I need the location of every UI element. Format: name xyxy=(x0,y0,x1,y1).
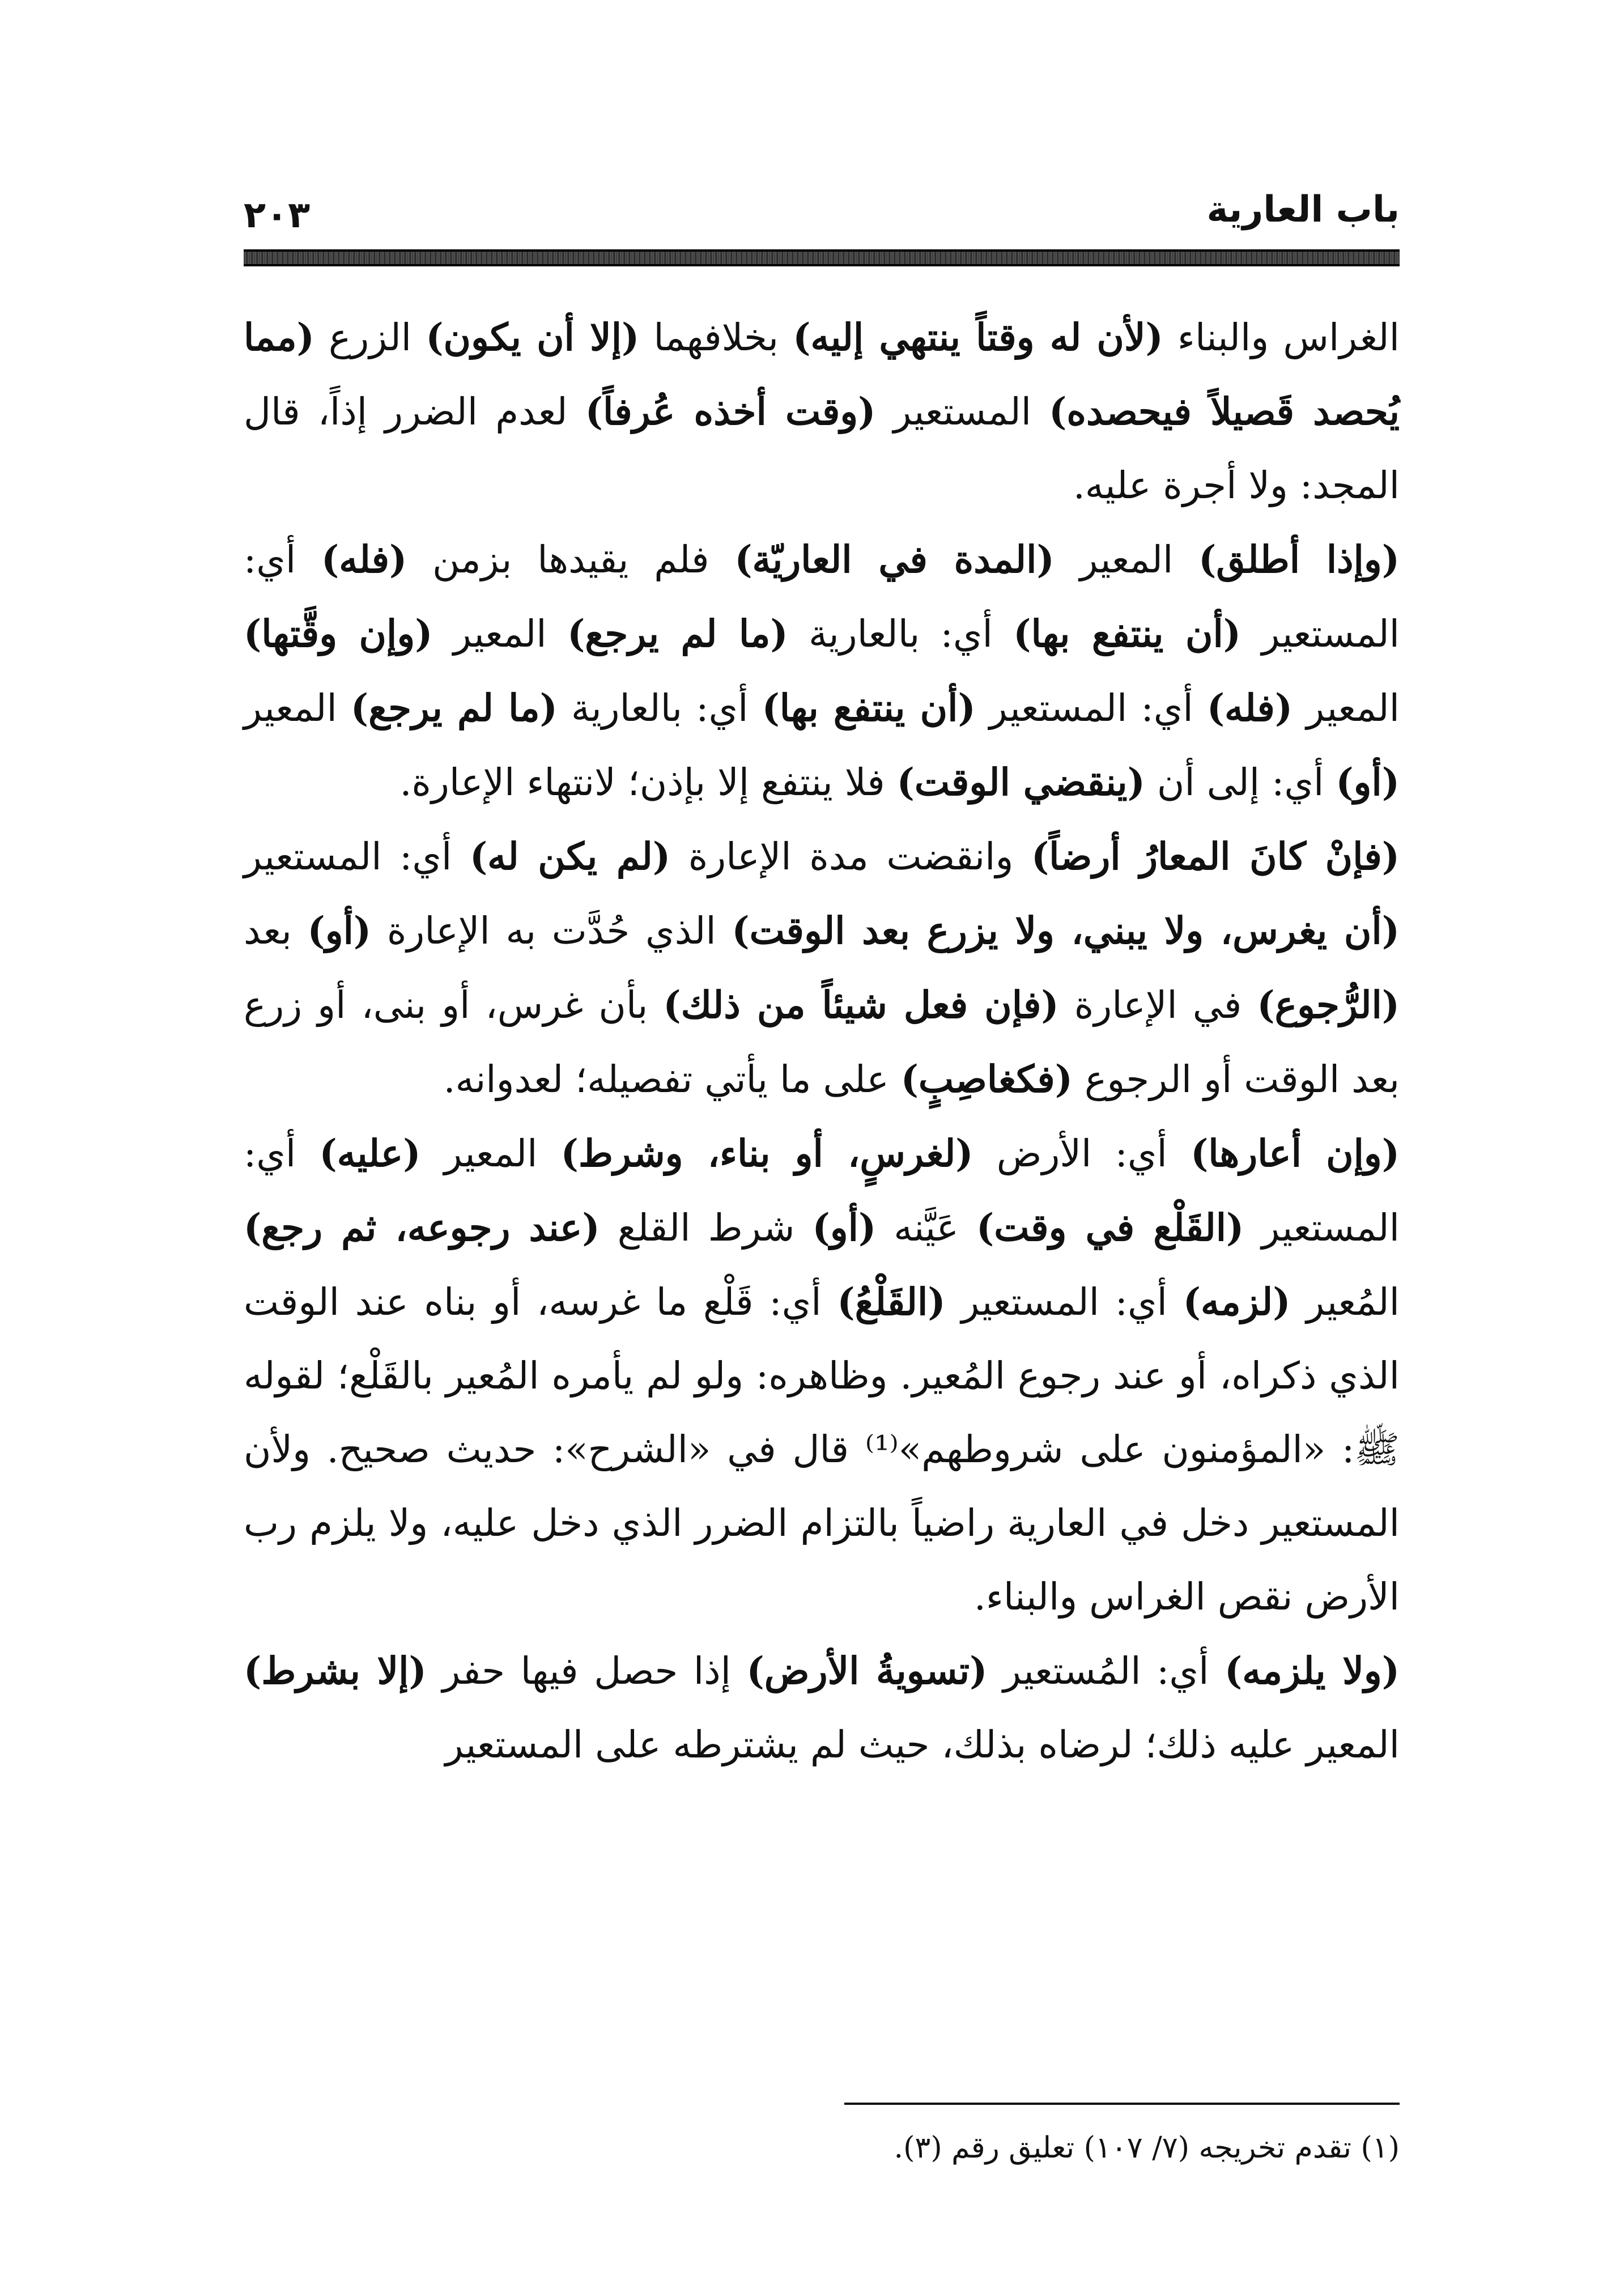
matn-segment: (عند رجوعه، ثم رجع) xyxy=(244,1205,600,1250)
matn-segment: (القَلْعُ) xyxy=(837,1280,946,1324)
paragraph xyxy=(244,1634,1400,1782)
sharh-segment: أي: قَلْع ما غرسه، أو بناه عند الوقت الذي ذكراه، أو عند رجوع المُعير. وظاهره: ولو لم يأمره المُعير بالقَلْع؛ لقوله ﷺ: «المؤمنون على شروطهم» xyxy=(244,1280,1400,1471)
matn-segment: (لزمه) xyxy=(1183,1280,1291,1324)
footnote: (١) تقدم تخريجه (٧/ ١٠٧) تعليق رقم (٣). xyxy=(894,2131,1400,2165)
sharh-segment: فلا ينتفع إلا بإذن؛ لانتهاء الإعارة. xyxy=(399,761,897,804)
sharh-segment: إذا حصل فيها حفر xyxy=(426,1649,747,1693)
matn-segment: (وإذا أطلق) xyxy=(1198,537,1400,581)
sharh-segment: المعير xyxy=(432,612,568,656)
paragraph xyxy=(244,1116,1400,1634)
matn-segment: (أن ينتفع بها) xyxy=(762,686,976,730)
matn-segment: (القَلْع في وقت) xyxy=(976,1205,1244,1250)
sharh-segment: الغراس والبناء xyxy=(1163,316,1400,359)
sharh-segment: وانقضت مدة الإعارة xyxy=(670,835,1031,878)
chapter-title: باب العارية xyxy=(1206,189,1400,231)
header-divider xyxy=(244,249,1400,266)
page-header xyxy=(244,181,1400,244)
matn-segment: (أو) xyxy=(1336,760,1400,804)
sharh-segment: المعير xyxy=(1054,538,1199,581)
sharh-segment: لعدم الضرر إذاً، قال المجد: ولا أجرة عليه. xyxy=(244,390,1400,507)
sharh-segment: أي: المستعير xyxy=(244,835,470,878)
sharh-segment: أي: المستعير xyxy=(244,1132,1400,1250)
page-number: ٢٠٣ xyxy=(244,194,311,236)
matn-segment: (أن يغرس، ولا يبني، ولا يزرع بعد الوقت) xyxy=(732,908,1400,953)
matn-segment: (وإن أعارها) xyxy=(1191,1131,1400,1175)
paragraph xyxy=(244,300,1400,523)
sharh-segment: بخلافهما xyxy=(639,316,793,359)
matn-segment: (فكغاصِبٍ) xyxy=(900,1057,1073,1101)
footnote-divider xyxy=(844,2103,1400,2105)
sharh-segment: في الإعارة xyxy=(1058,983,1257,1027)
sharh-segment: أي: الأرض xyxy=(973,1132,1191,1175)
matn-segment: (أو) xyxy=(812,1205,877,1250)
matn-segment: (أن ينتفع بها) xyxy=(1013,612,1242,656)
sharh-segment: ⁽¹⁾ xyxy=(865,1428,899,1471)
sharh-segment: قال في «الشرح»: حديث صحيح. ولأن المستعير دخل في العارية راضياً بالتزام الضرر الذي دخل عليه، ولا يلزم رب الأرض نقص الغراس والبناء. xyxy=(244,1428,1400,1619)
sharh-segment: فلم يقيدها بزمن xyxy=(407,538,735,581)
sharh-segment: أي: المستعير xyxy=(945,1280,1183,1324)
matn-segment: (إلا أن يكون) xyxy=(426,315,640,359)
sharh-segment: الذي حُدَّت به الإعارة xyxy=(371,909,732,953)
matn-segment: (فإنْ كانَ المعارُ أرضاً) xyxy=(1031,834,1400,878)
sharh-segment: أي: المُستعير xyxy=(987,1649,1225,1693)
sharh-segment: الزرع xyxy=(314,316,426,359)
paragraph xyxy=(244,819,1400,1116)
sharh-segment: شرط القلع xyxy=(600,1206,813,1250)
matn-segment: (ما لم يرجع) xyxy=(350,686,558,730)
matn-segment: (فله) xyxy=(321,537,407,581)
matn-segment: (لأن له وقتاً ينتهي إليه) xyxy=(793,315,1163,359)
sharh-segment: بأن غرس، أو بنى، أو زرع بعد الوقت أو الرجوع xyxy=(244,983,1400,1101)
sharh-segment: المستعير xyxy=(875,390,1049,434)
body-text xyxy=(244,300,1400,1782)
matn-segment: (المدة في العاريّة) xyxy=(734,537,1055,581)
matn-segment: (إلا بشرط) xyxy=(244,1649,427,1693)
matn-segment: (وإن وقَّتها) xyxy=(244,612,433,656)
sharh-segment: المعير xyxy=(420,1132,561,1175)
matn-segment: (أو) xyxy=(307,908,372,953)
sharh-segment: أي: إلى أن xyxy=(1145,761,1336,804)
sharh-segment: المعير xyxy=(1293,686,1400,730)
sharh-segment: أي: بالعارية xyxy=(557,686,762,730)
sharh-segment: المُعير xyxy=(1290,1280,1400,1324)
sharh-segment: أي: المستعير xyxy=(244,538,1400,656)
sharh-segment: أي: المستعير xyxy=(975,686,1207,730)
matn-segment: (وقت أخذه عُرفاً) xyxy=(585,389,876,434)
matn-segment: (ولا يلزمه) xyxy=(1225,1649,1400,1693)
matn-segment: (لغرسٍ، أو بناء، وشرط) xyxy=(560,1131,973,1175)
sharh-segment: المعير عليه ذلك؛ لرضاه بذلك، حيث لم يشترطه على المستعير xyxy=(445,1723,1400,1767)
sharh-segment: على ما يأتي تفصيله؛ لعدوانه. xyxy=(443,1058,901,1101)
matn-segment: (الرُّجوع) xyxy=(1257,983,1400,1027)
matn-segment: (عليه) xyxy=(319,1131,421,1175)
sharh-segment: عَيَّنه xyxy=(876,1206,977,1250)
matn-segment: (ما لم يرجع) xyxy=(567,612,788,656)
sharh-segment: أي: بالعارية xyxy=(788,612,1014,656)
matn-segment: (فإن فعل شيئاً من ذلك) xyxy=(663,983,1059,1027)
sharh-segment: بعد xyxy=(244,909,308,953)
matn-segment: (لم يكن له) xyxy=(469,834,671,878)
matn-segment: (فله) xyxy=(1206,686,1293,730)
matn-segment: (تسويةُ الأرض) xyxy=(746,1649,988,1693)
sharh-segment: المعير xyxy=(244,686,351,730)
paragraph xyxy=(244,523,1400,819)
matn-segment: (ينقضي الوقت) xyxy=(896,760,1145,804)
matn-segment: (مما يُحصد قَصيلاً فيحصده) xyxy=(244,315,1400,434)
